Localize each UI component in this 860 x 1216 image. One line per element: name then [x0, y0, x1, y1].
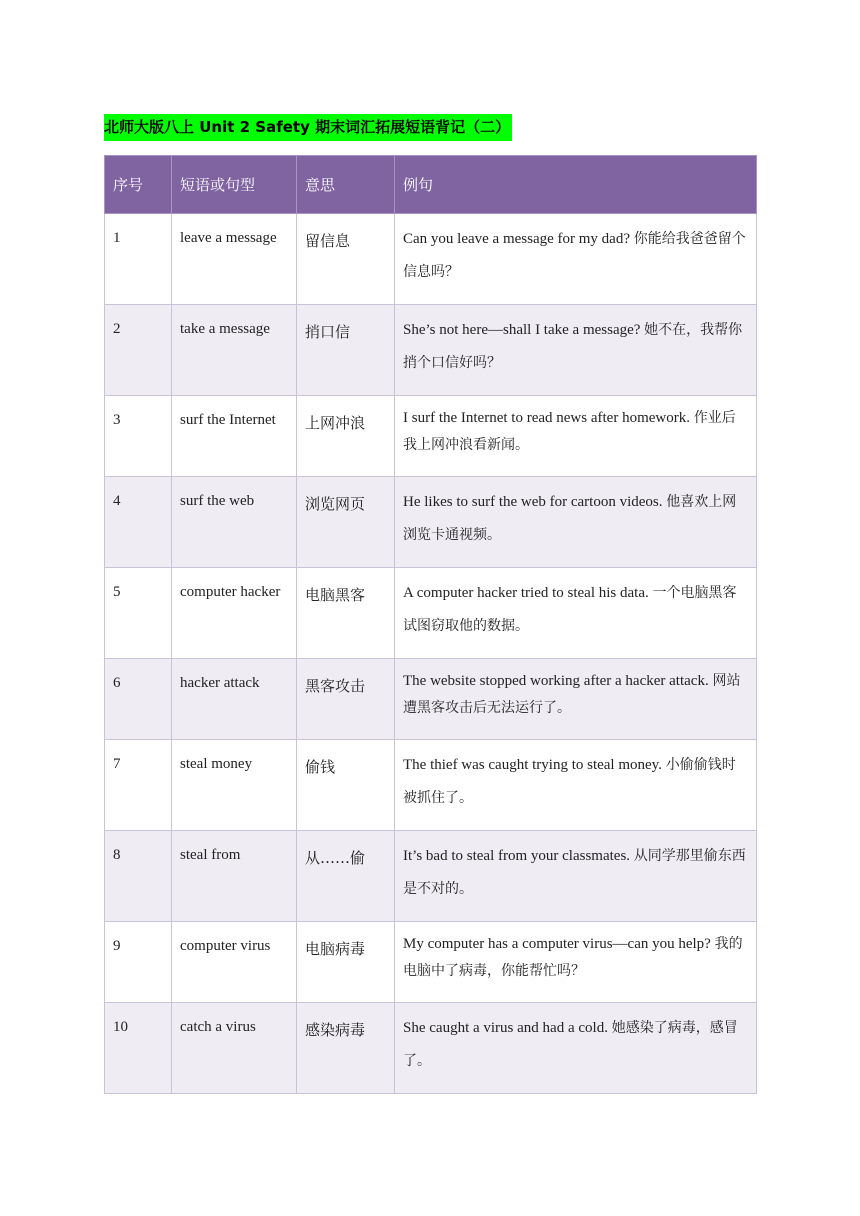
row-number: 3 — [105, 396, 172, 477]
row-example — [395, 305, 757, 396]
row-example — [395, 214, 757, 305]
table-row — [105, 214, 757, 305]
row-number: 2 — [105, 305, 172, 396]
header-example: 例句 — [395, 156, 757, 214]
document-title: 北师大版八上 Unit 2 Safety 期末词汇拓展短语背记（二） — [104, 114, 512, 141]
row-phrase: leave a message — [172, 214, 297, 305]
example-english: The website stopped working after a hacker attack. — [403, 673, 709, 689]
row-meaning: 感染病毒 — [297, 1003, 395, 1094]
table-row — [105, 477, 757, 568]
row-meaning: 电脑黑客 — [297, 568, 395, 659]
table-row — [105, 922, 757, 1003]
row-phrase: computer hacker — [172, 568, 297, 659]
vocabulary-table — [104, 155, 757, 1094]
row-number: 5 — [105, 568, 172, 659]
table-row — [105, 568, 757, 659]
table-row — [105, 1003, 757, 1094]
example-chinese: 网站遭黑客攻击后无法运行了。 — [403, 673, 741, 716]
row-phrase: computer virus — [172, 922, 297, 1003]
row-phrase: steal money — [172, 740, 297, 831]
row-phrase: take a message — [172, 305, 297, 396]
row-number: 4 — [105, 477, 172, 568]
row-phrase: catch a virus — [172, 1003, 297, 1094]
header-phrase: 短语或句型 — [172, 156, 297, 214]
example-chinese: 我的电脑中了病毒，你能帮忙吗？ — [403, 936, 743, 979]
row-meaning: 上网冲浪 — [297, 396, 395, 477]
row-example — [395, 831, 757, 922]
row-number: 9 — [105, 922, 172, 1003]
example-english: The thief was caught trying to steal money. — [403, 757, 662, 773]
row-number: 6 — [105, 659, 172, 740]
example-chinese: 一个电脑黑客试图窃取他的数据。 — [403, 585, 737, 634]
example-chinese: 从同学那里偷东西是不对的。 — [403, 848, 746, 897]
header-number: 序号 — [105, 156, 172, 214]
row-meaning: 捎口信 — [297, 305, 395, 396]
header-meaning: 意思 — [297, 156, 395, 214]
example-english: He likes to surf the web for cartoon videos. — [403, 494, 663, 510]
row-example — [395, 568, 757, 659]
table-row — [105, 396, 757, 477]
example-english: It’s bad to steal from your classmates. — [403, 848, 631, 864]
row-example — [395, 477, 757, 568]
example-chinese: 她不在，我帮你捎个口信好吗？ — [403, 322, 743, 371]
example-english: I surf the Internet to read news after homework. — [403, 410, 690, 426]
example-english: My computer has a computer virus—can you help? — [403, 936, 711, 952]
row-number: 1 — [105, 214, 172, 305]
row-number: 8 — [105, 831, 172, 922]
row-example — [395, 922, 757, 1003]
example-english: A computer hacker tried to steal his data. — [403, 585, 649, 601]
example-english: Can you leave a message for my dad? — [403, 231, 630, 247]
example-chinese: 作业后我上网冲浪看新闻。 — [403, 410, 736, 453]
row-phrase: hacker attack — [172, 659, 297, 740]
row-example — [395, 740, 757, 831]
example-english: She caught a virus and had a cold. — [403, 1020, 608, 1036]
table-row — [105, 831, 757, 922]
example-chinese: 她感染了病毒，感冒了。 — [403, 1020, 738, 1069]
example-english: She’s not here—shall I take a message? — [403, 322, 641, 338]
row-example — [395, 1003, 757, 1094]
row-phrase: steal from — [172, 831, 297, 922]
example-chinese: 小偷偷钱时被抓住了。 — [403, 757, 736, 806]
table-row — [105, 740, 757, 831]
row-phrase: surf the web — [172, 477, 297, 568]
table-row — [105, 305, 757, 396]
row-meaning: 黑客攻击 — [297, 659, 395, 740]
row-meaning: 浏览网页 — [297, 477, 395, 568]
row-number: 10 — [105, 1003, 172, 1094]
table-header-row — [105, 156, 757, 214]
row-meaning: 从……偷 — [297, 831, 395, 922]
row-example — [395, 396, 757, 477]
row-meaning: 偷钱 — [297, 740, 395, 831]
example-chinese: 他喜欢上网浏览卡通视频。 — [403, 494, 737, 543]
row-number: 7 — [105, 740, 172, 831]
table-row — [105, 659, 757, 740]
row-meaning: 电脑病毒 — [297, 922, 395, 1003]
row-example — [395, 659, 757, 740]
example-chinese: 你能给我爸爸留个信息吗？ — [403, 231, 746, 280]
row-meaning: 留信息 — [297, 214, 395, 305]
row-phrase: surf the Internet — [172, 396, 297, 477]
